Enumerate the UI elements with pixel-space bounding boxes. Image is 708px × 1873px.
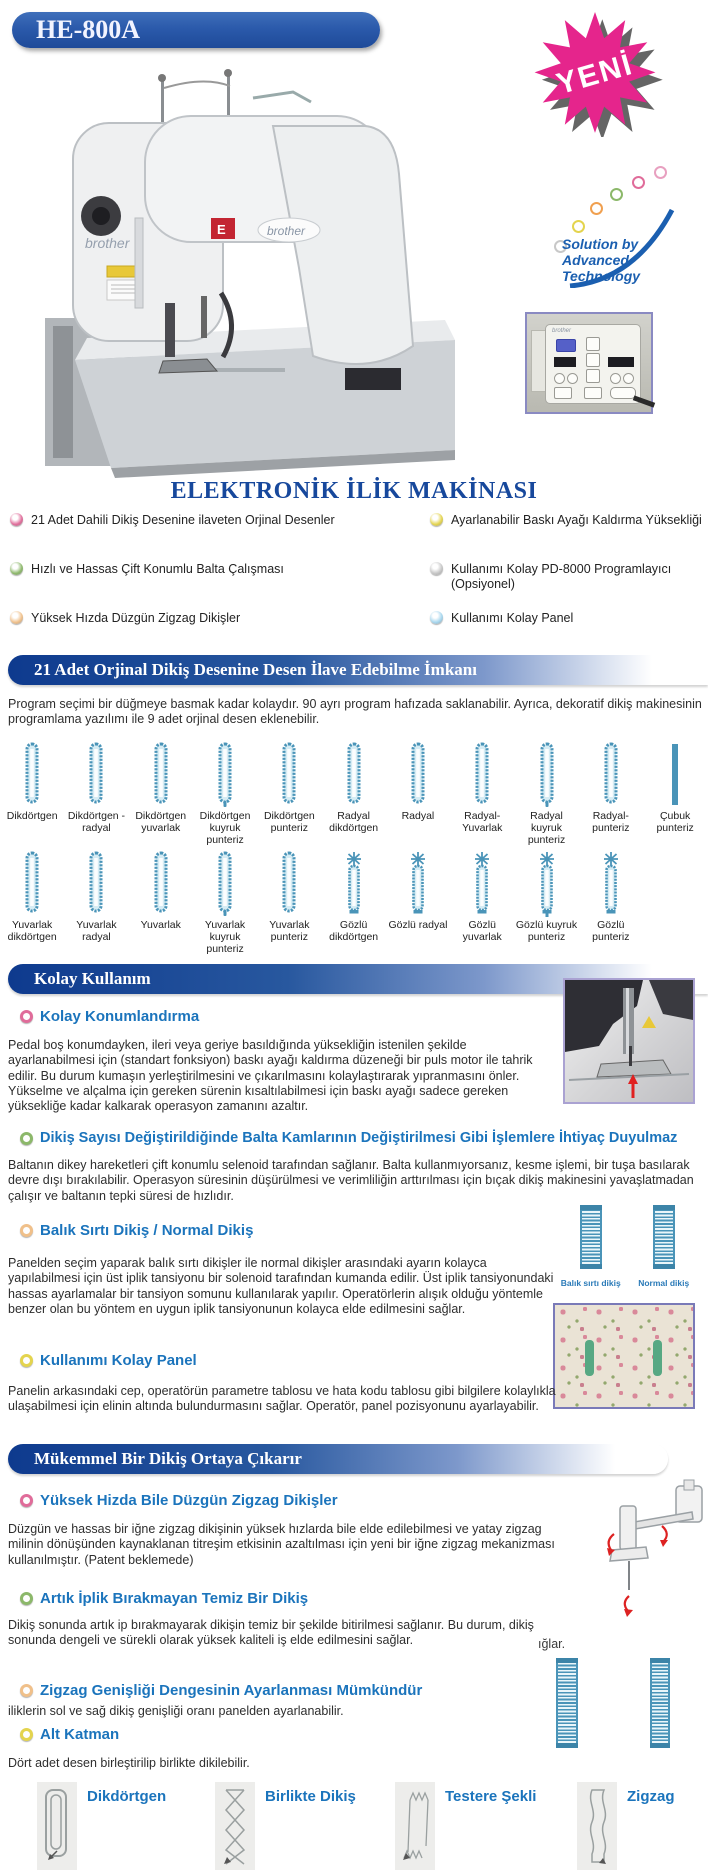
pattern-cell: [0, 742, 64, 851]
eye-stitch-icon: [345, 851, 363, 917]
feature-item: [10, 606, 430, 655]
pattern-cell: [386, 851, 450, 955]
sawtooth-icon: [395, 1782, 435, 1870]
panel-bottom-button2: [584, 387, 602, 399]
pattern-label: Yuvarlak: [140, 919, 181, 931]
bullet-icon: [20, 1010, 33, 1023]
bar-tail-stitch-icon: [216, 851, 234, 917]
page-title: ELEKTRONİK İLİK MAKİNASI: [170, 478, 538, 504]
body-zigzag-genisligi: iliklerin sol ve sağ dikiş genişliği oranı panelden ayarlanabilir.: [8, 1704, 344, 1718]
pattern-cell: [0, 851, 64, 955]
stitch-comparison: [552, 1205, 698, 1288]
pattern-cell: [64, 851, 128, 955]
bullet-icon: [20, 1728, 33, 1741]
panel-display-right: [608, 357, 634, 367]
panel-blue-button: [556, 339, 576, 352]
heading-kolay-konumlandirma: [20, 1008, 199, 1025]
panel-display-left: [554, 357, 576, 367]
pattern-label: Radyal- punteriz: [592, 810, 630, 834]
eye-tail-stitch-icon: [538, 851, 556, 917]
brand-logo-head: brother: [85, 235, 130, 251]
pattern-label: Dikdörtgen punteriz: [263, 810, 315, 834]
heading-dikis-sayisi: [20, 1130, 705, 1146]
zigzag-mechanism-drawing: [600, 1478, 706, 1638]
panel-start-button: [610, 387, 636, 399]
feature-list: [10, 508, 702, 655]
pattern-cell: [129, 742, 193, 851]
bullet-icon: [20, 1132, 33, 1145]
logo-line1: Solution by: [562, 236, 639, 252]
pattern-cell: [450, 851, 514, 955]
bar-stitch-icon: [280, 742, 298, 808]
panel-arrow-down1: [554, 373, 565, 384]
eye-stitch-icon: [602, 851, 620, 917]
pattern-cell: [450, 742, 514, 851]
new-starburst-badge: [520, 12, 670, 137]
bullet-icon: [20, 1684, 33, 1697]
bar-tail-stitch-icon: [538, 742, 556, 808]
heading-kolay-panel: [20, 1352, 197, 1369]
pattern-cell: [321, 742, 385, 851]
feature-label: Hızlı ve Hassas Çift Konumlu Balta Çalışması: [31, 562, 284, 576]
bar-stitch-icon: [23, 742, 41, 808]
feature-item: [430, 508, 702, 557]
heading-alt-katman: [20, 1726, 119, 1743]
pattern-cell: [193, 742, 257, 851]
normal-caption: Normal dikiş: [638, 1278, 690, 1288]
pattern-label: Gözlü kuyruk punteriz: [515, 919, 578, 943]
body-kolay-panel: Panelin arkasındaki cep, operatörün parametre tablosu ve hata kodu tablosu gibi bilgilere kolaylıkla ulaşabilmesi için elinin altında bulundurmasını sağlar. Operatör, panel pozisyonunu ayarlayabilir.: [8, 1384, 556, 1414]
bar-stitch-icon: [409, 742, 427, 808]
presser-foot-photo: [563, 978, 695, 1104]
panel-bottom-button1: [554, 387, 572, 399]
presser-foot: [159, 359, 217, 373]
logo-line2: Advanced: [562, 252, 629, 269]
panel-arrow-up2: [623, 373, 634, 384]
bullet-icon: [20, 1592, 33, 1605]
pattern-row-1: [0, 742, 708, 851]
logo-line3: Technology: [562, 268, 641, 285]
feature-dot-icon: [10, 513, 23, 526]
body-dikis-sayisi: Baltanın dikey hareketleri çift konumlu selenoid tarafından sağlanır. Balta kullanmıyorsanız, kesme işlemi, bir tuşa basılarak devre dışı bırakılabilir. Operasyon süresinin düşürülmesi ve verimliliğin arttırılması için bıçak dikiş makinesini yavaşlatmadan çalışır ve baltanın tepki süresi de hızlıdır.: [8, 1158, 694, 1203]
heading-label: Balık Sırtı Dikiş / Normal Dikiş: [40, 1222, 254, 1239]
panel-icon-button1: [586, 337, 600, 351]
pattern-label: Radyal: [401, 810, 435, 822]
bullet-icon: [20, 1354, 33, 1367]
pattern-cell: [643, 851, 707, 955]
pattern-cell: [257, 851, 321, 955]
panel-arrow-up1: [567, 373, 578, 384]
heading-label: Dikiş Sayısı Değiştirildiğinde Balta Kamlarının Değiştirilmesi Gibi İşlemlere İhtiyaç Duyulmaz: [40, 1130, 678, 1146]
banner-patterns: 21 Adet Orjinal Dikiş Desenine Desen İlave Edebilme İmkanı: [8, 655, 708, 685]
body-balik-sirti: Panelden seçim yaparak balık sırtı dikişler ile normal dikişler arasındaki ayarın kolayca yapılabilmesi için üst iplik tansiyonu bir solenoid tarafından kumanda edilir. Üst iplik tansiyonundaki hassas ayarlamalar bir tansiyon somunu kullanılarak yapılır. Operatörlerin alışık olduğu yöntemle benzer olan bu yöntem en uygun iplik tansiyonunun kolayca elde edilmesini sağlar.: [8, 1256, 554, 1316]
pattern-cell: [579, 851, 643, 955]
heading-label: Artık İplik Bırakmayan Temiz Bir Dikiş: [40, 1590, 309, 1607]
pattern-label: Yuvarlak kuyruk punteriz: [204, 919, 246, 955]
pattern-row-2: [0, 851, 708, 955]
panel-brand-label: brother: [552, 328, 572, 334]
feature-item: [430, 606, 702, 655]
pattern-cell: [514, 851, 578, 955]
bullet-icon: [20, 1224, 33, 1237]
combined-pattern-label: Testere Şekli: [445, 1788, 537, 1805]
feature-dot-icon: [10, 562, 23, 575]
pattern-cell: [64, 742, 128, 851]
panel-icon-button3: [586, 369, 600, 383]
banner-easy-use: Kolay Kullanım: [8, 964, 708, 994]
lattice-icon: [215, 1782, 255, 1870]
pattern-label: Radyal- Yuvarlak: [462, 810, 503, 834]
combined-pattern-item: [37, 1782, 166, 1870]
eye-stitch-icon: [409, 851, 427, 917]
zigzag-sample-right: [650, 1658, 670, 1748]
sewing-machine-illustration: [15, 68, 460, 483]
heading-label: Kolay Konumlandırma: [40, 1008, 200, 1025]
needle-bar: [165, 303, 175, 357]
bar-stitch-icon: [152, 742, 170, 808]
svg-text:E: E: [217, 222, 226, 237]
panel-face: [545, 324, 641, 404]
banner-perfect-stitch: Mükemmel Bir Dikiş Ortaya Çıkarır: [8, 1444, 668, 1474]
pattern-cell: [321, 851, 385, 955]
wave-icon: [577, 1782, 617, 1870]
panel-icon-button2: [586, 353, 600, 367]
feature-dot-icon: [430, 611, 443, 624]
model-badge: HE-800A: [12, 12, 380, 48]
combined-pattern-label: Dikdörtgen: [87, 1788, 167, 1805]
normal-stitch-demo: [638, 1205, 689, 1288]
logo-swoosh: [540, 148, 680, 288]
heading-zigzag-genisligi: [20, 1682, 422, 1699]
pattern-label: Yuvarlak radyal: [76, 919, 117, 943]
buttonhole-right: [653, 1340, 662, 1376]
pattern-cell: [643, 742, 707, 851]
pattern-cell: [579, 742, 643, 851]
solution-technology-logo: [540, 148, 680, 288]
zigzag-sample-left: [556, 1658, 578, 1748]
caption-fragment: ığlar.: [538, 1637, 566, 1651]
pattern-cell: [257, 742, 321, 851]
feature-label: Kullanımı Kolay Panel: [451, 611, 574, 625]
eye-stitch-icon: [473, 851, 491, 917]
bar-stitch-icon: [473, 742, 491, 808]
pattern-label: Dikdörtgen kuyruk punteriz: [199, 810, 251, 846]
pattern-label: Radyal kuyruk punteriz: [527, 810, 566, 846]
machine-base-plate: [345, 368, 401, 390]
feature-label: Ayarlanabilir Baskı Ayağı Kaldırma Yüksekliği: [451, 513, 702, 527]
heading-balik-sirti: [20, 1222, 253, 1239]
fabric-sample-photo: [553, 1303, 695, 1409]
new-badge-label: YENİ: [552, 47, 637, 101]
pattern-label: Dikdörtgen yuvarlak: [135, 810, 187, 834]
bar-stitch-icon: [345, 742, 363, 808]
pattern-label: Yuvarlak punteriz: [269, 919, 310, 943]
bar-stitch-icon: [87, 742, 105, 808]
pattern-label: Yuvarlak dikdörtgen: [7, 919, 57, 943]
feature-dot-icon: [430, 562, 443, 575]
heading-label: Kullanımı Kolay Panel: [40, 1352, 197, 1369]
feature-label: Yüksek Hızda Düzgün Zigzag Dikişler: [31, 611, 241, 625]
bullet-icon: [20, 1494, 33, 1507]
panel-arrow-down2: [610, 373, 621, 384]
brand-logo-arm: brother: [267, 224, 306, 238]
pattern-label: Gözlü yuvarlak: [462, 919, 502, 943]
heading-label: Yüksek Hizda Bile Düzgün Zigzag Dikişler: [40, 1492, 338, 1509]
pattern-cell: [129, 851, 193, 955]
heading-yuksek-hizda: [20, 1492, 338, 1509]
bar-tail-stitch-icon: [216, 742, 234, 808]
feature-item: [430, 557, 702, 606]
feature-label: 21 Adet Dahili Dikiş Desenine ilaveten Orjinal Desenler: [31, 513, 335, 527]
control-panel-photo: [525, 312, 653, 414]
combined-pattern-label: Zigzag: [627, 1788, 675, 1805]
patterns-intro: Program seçimi bir düğmeye basmak kadar kolaydır. 90 ayrı program hafızada saklanabilir. Ayrıca, dekoratif dikiş makinesinin programlama yazılımı ile 9 adet orjinal desen eklenebilir.: [8, 697, 702, 727]
pattern-label: Çubuk punteriz: [656, 810, 694, 834]
pattern-label: Gözlü dikdörtgen: [329, 919, 379, 943]
normal-stitch-icon: [653, 1205, 675, 1269]
heading-label: Zigzag Genişliği Dengesinin Ayarlanması Mümkündür: [40, 1682, 423, 1699]
combined-pattern-item: [577, 1782, 675, 1870]
stitch-pattern-grid: [0, 742, 708, 955]
presser-foot-illustration: [565, 980, 693, 1102]
pattern-cell: [386, 742, 450, 851]
bar-stitch-icon: [23, 851, 41, 917]
pattern-label: Dikdörtgen - radyal: [67, 810, 126, 834]
rect-outline-icon: [37, 1782, 77, 1870]
bar-stitch-icon: [602, 742, 620, 808]
bar-solid-stitch-icon: [666, 742, 684, 808]
body-kolay-konumlandirma: Pedal boş konumdayken, ileri veya geriye basıldığında yüksekliğin istenilen şekilde ayarlanabilmesi için (standart fonksiyon) baskı ayağı kaldırma düzeneği bir puls motor ile tahrik edilir. Bu durum kumaşın yerleştirilmesini ve çıkarılmasını kolaylaştırarak yıpranmasını önler. Yükselme ve alçalma için gereken sürenin kısaltılabilmesi için baskı ayağı sadece gereken yüksekliğe kadar kalkarak operasyon zamanını azaltır.: [8, 1038, 533, 1113]
body-artik-iplik: Dikiş sonunda artık ip bırakmayarak dikişin temiz bir şekilde bitirilmesi sağlanır. Bu durum, dikiş sonunda dengeli ve sürekli olarak yüksek kaliteli iş elde edilmesini sağlar.: [8, 1618, 534, 1648]
fishbone-stitch-demo: [561, 1205, 621, 1288]
feature-dot-icon: [10, 611, 23, 624]
fishbone-caption: Balık sırtı dikiş: [560, 1278, 621, 1288]
bar-stitch-icon: [152, 851, 170, 917]
pattern-label: Gözlü punteriz: [592, 919, 630, 943]
pattern-label: Gözlü radyal: [388, 919, 448, 931]
fishbone-stitch-icon: [580, 1205, 602, 1269]
combined-pattern-item: [215, 1782, 356, 1870]
bar-stitch-icon: [280, 851, 298, 917]
body-yuksek-hizda: Düzgün ve hassas bir iğne zigzag dikişinin yüksek hızlarda bile elde edilebilmesi ve yatay zigzag milinin dönüşünden kaynaklanan titreşim etkisinin azaltılması için yeni bir iğne zigzag mekanizması kullanılmıştır. (Patent beklemede): [8, 1522, 555, 1567]
sewing-machine-image: [15, 68, 460, 483]
machine-base: [75, 340, 455, 468]
combined-pattern-item: [395, 1782, 536, 1870]
feature-item: [10, 508, 430, 557]
heading-artik-iplik: [20, 1590, 308, 1607]
feature-item: [10, 557, 430, 606]
pattern-cell: [193, 851, 257, 955]
feature-label: Kullanımı Kolay PD-8000 Programlayıcı (Opsiyonel): [451, 562, 672, 591]
bar-stitch-icon: [87, 851, 105, 917]
panel-cable: [633, 395, 655, 407]
heading-label: Alt Katman: [40, 1726, 120, 1743]
combined-pattern-label: Birlikte Dikiş: [265, 1788, 356, 1805]
pattern-label: Dikdörtgen: [6, 810, 58, 822]
mechanism-illustration: [600, 1478, 706, 1633]
body-alt-katman: Dört adet desen birleştirilip birlikte dikilebilir.: [8, 1756, 250, 1770]
pattern-cell: [514, 742, 578, 851]
feature-dot-icon: [430, 513, 443, 526]
buttonhole-left: [585, 1340, 594, 1376]
pattern-label: Radyal dikdörtgen: [329, 810, 379, 834]
zigzag-width-samples: [556, 1658, 692, 1748]
